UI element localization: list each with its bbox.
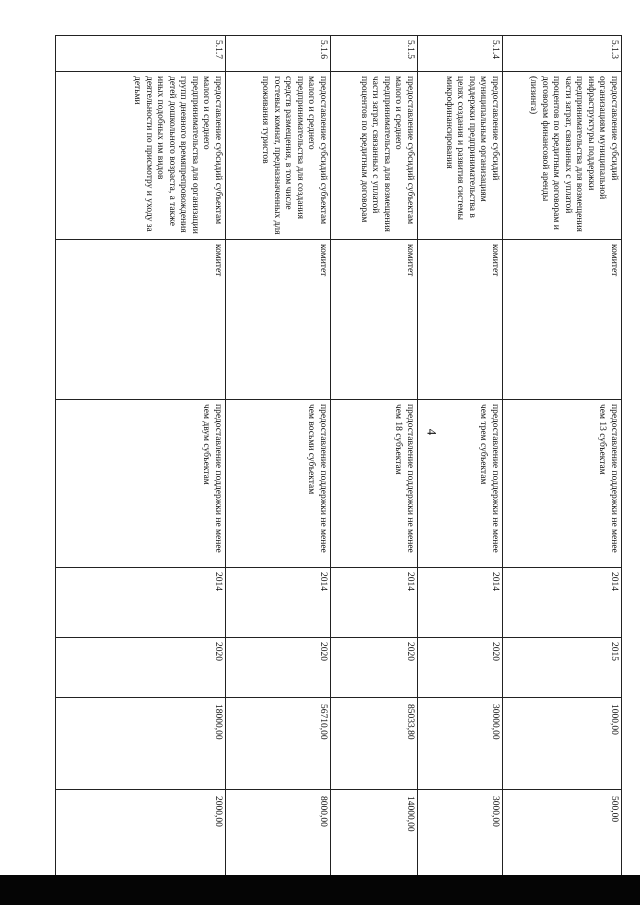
- table-row: [226, 36, 331, 881]
- executor: комитет: [503, 240, 622, 400]
- total-amount: 56710,00: [226, 698, 331, 790]
- indicator: предоставление поддержки не менее чем двум субъектам: [56, 400, 226, 568]
- program-table: [55, 35, 622, 881]
- measure-name: предоставление субсидий субъектам малого и среднего предпринимательства для организации групп дневного времяпрепровождения детей дошкольного возраста, а также иных подобных им видов деятельности по присмотру и уходу за детьми: [56, 72, 226, 240]
- executor: комитет: [418, 240, 503, 400]
- table-row: [331, 36, 418, 881]
- indicator: предоставление поддержки не менее чем 18 субъектам: [331, 400, 418, 568]
- year-start: 2014: [503, 568, 622, 638]
- page-number: 4: [424, 428, 440, 436]
- measure-name: предоставление субсидий субъектам малого и среднего предпринимательства для возмещения части затрат, связанных с уплатой процентов по кредитным договорам: [331, 72, 418, 240]
- item-number: 5.1.3: [503, 36, 622, 72]
- year-start: 2014: [331, 568, 418, 638]
- indicator: предоставление поддержки не менее чем восьми субъектам: [226, 400, 331, 568]
- year-start: 2014: [226, 568, 331, 638]
- amount-value: 14000,00: [331, 790, 418, 881]
- item-number: 5.1.4: [418, 36, 503, 72]
- measure-name: предоставление субсидий организациям муниципальной инфраструктуры поддержки предпринимательства для возмещения части затрат, связанных с уплатой процентов по кредитным договорам и договорам финансовой аренды (лизинга): [503, 72, 622, 240]
- table-row: [418, 36, 503, 881]
- indicator: предоставление поддержки не менее чем 13 субъектам: [503, 400, 622, 568]
- year-end: 2020: [56, 638, 226, 698]
- measure-name: предоставление субсидий субъектам малого и среднего предпринимательства для создания средств размещения, в том числе гостевых комнат, предназначенных для проживания туристов: [226, 72, 331, 240]
- executor: комитет: [56, 240, 226, 400]
- table-row: [56, 36, 226, 881]
- year-end: 2015: [503, 638, 622, 698]
- executor: комитет: [226, 240, 331, 400]
- amount-value: 2000,00: [56, 790, 226, 881]
- table-row: [503, 36, 622, 881]
- indicator: предоставление поддержки не менее чем трем субъектам: [418, 400, 503, 568]
- year-end: 2020: [418, 638, 503, 698]
- scan-bottom-border: [0, 875, 640, 905]
- total-amount: 1000,00: [503, 698, 622, 790]
- program-table-rotated: [56, 35, 622, 880]
- item-number: 5.1.6: [226, 36, 331, 72]
- year-end: 2020: [226, 638, 331, 698]
- item-number: 5.1.5: [331, 36, 418, 72]
- total-amount: 30000,00: [418, 698, 503, 790]
- item-number: 5.1.7: [56, 36, 226, 72]
- year-end: 2020: [331, 638, 418, 698]
- year-start: 2014: [56, 568, 226, 638]
- amount-value: 500,00: [503, 790, 622, 881]
- executor: комитет: [331, 240, 418, 400]
- amount-value: 3000,00: [418, 790, 503, 881]
- total-amount: 18000,00: [56, 698, 226, 790]
- amount-value: 8000,00: [226, 790, 331, 881]
- total-amount: 85033,80: [331, 698, 418, 790]
- year-start: 2014: [418, 568, 503, 638]
- measure-name: предоставление субсидий муниципальным организациям поддержки предпринимательства в целях создания и развития системы микрофинансирования: [418, 72, 503, 240]
